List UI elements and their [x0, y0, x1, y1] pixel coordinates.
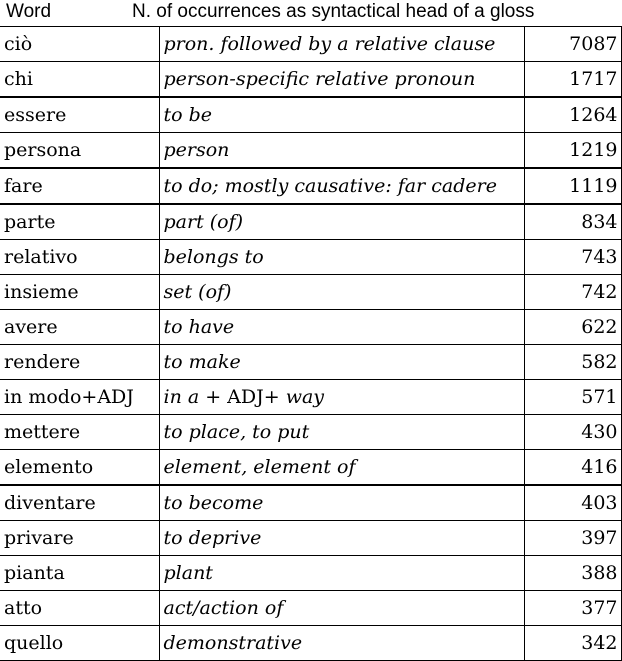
word-cell: privare [0, 521, 159, 556]
count-cell: 430 [524, 415, 621, 450]
gloss-cell: pron. followed by a relative clause [159, 27, 524, 62]
word-cell: ciò [0, 27, 159, 62]
table-row [0, 626, 621, 661]
gloss-cell: person-specific relative pronoun [159, 62, 524, 98]
gloss-part-italic: way [285, 386, 325, 408]
header-word: Word [6, 1, 52, 22]
word-cell: essere [0, 97, 159, 133]
word-table [0, 26, 622, 661]
table-header [0, 0, 622, 26]
count-cell: 388 [524, 556, 621, 591]
table-row [0, 204, 621, 240]
word-cell: rendere [0, 345, 159, 380]
word-cell: persona [0, 133, 159, 169]
table-row [0, 62, 621, 98]
word-cell: insieme [0, 275, 159, 310]
gloss-cell: plant [159, 556, 524, 591]
count-cell: 342 [524, 626, 621, 661]
count-cell: 377 [524, 591, 621, 626]
table-row [0, 133, 621, 169]
gloss-part-upright: + ADJ+ [199, 386, 286, 408]
gloss-cell: belongs to [159, 240, 524, 275]
word-cell: quello [0, 626, 159, 661]
word-cell: fare [0, 168, 159, 204]
count-cell: 582 [524, 345, 621, 380]
word-cell: mettere [0, 415, 159, 450]
gloss-cell: to become [159, 485, 524, 521]
count-cell: 622 [524, 310, 621, 345]
table-row [0, 97, 621, 133]
gloss-cell: to make [159, 345, 524, 380]
table-row [0, 450, 621, 486]
table-row [0, 240, 621, 275]
count-cell: 743 [524, 240, 621, 275]
gloss-cell [159, 380, 524, 415]
gloss-cell: element, element of [159, 450, 524, 486]
gloss-cell: to be [159, 97, 524, 133]
gloss-cell: person [159, 133, 524, 169]
word-cell: avere [0, 310, 159, 345]
count-cell: 834 [524, 204, 621, 240]
gloss-cell: set (of) [159, 275, 524, 310]
word-cell: diventare [0, 485, 159, 521]
table-row [0, 415, 621, 450]
word-cell: chi [0, 62, 159, 98]
count-cell: 1717 [524, 62, 621, 98]
table-row [0, 380, 621, 415]
gloss-cell: to have [159, 310, 524, 345]
count-cell: 742 [524, 275, 621, 310]
gloss-cell: to deprive [159, 521, 524, 556]
count-cell: 397 [524, 521, 621, 556]
gloss-cell: part (of) [159, 204, 524, 240]
count-cell: 7087 [524, 27, 621, 62]
count-cell: 1119 [524, 168, 621, 204]
table-row [0, 591, 621, 626]
count-cell: 571 [524, 380, 621, 415]
word-cell: parte [0, 204, 159, 240]
header-description: N. of occurrences as syntactical head of a gloss [132, 1, 535, 22]
table-row [0, 556, 621, 591]
table-row [0, 310, 621, 345]
word-cell: pianta [0, 556, 159, 591]
word-cell: atto [0, 591, 159, 626]
table-row [0, 521, 621, 556]
table-row [0, 485, 621, 521]
table-row [0, 168, 621, 204]
gloss-cell: demonstrative [159, 626, 524, 661]
gloss-cell: to place, to put [159, 415, 524, 450]
word-cell: relativo [0, 240, 159, 275]
word-cell: in modo+ADJ [0, 380, 159, 415]
count-cell: 1264 [524, 97, 621, 133]
table-row [0, 27, 621, 62]
gloss-cell: act/action of [159, 591, 524, 626]
table-row [0, 345, 621, 380]
gloss-part-italic: in a [163, 386, 200, 408]
count-cell: 1219 [524, 133, 621, 169]
word-cell: elemento [0, 450, 159, 486]
count-cell: 403 [524, 485, 621, 521]
gloss-cell: to do; mostly causative: far cadere [159, 168, 524, 204]
count-cell: 416 [524, 450, 621, 486]
table-row [0, 275, 621, 310]
